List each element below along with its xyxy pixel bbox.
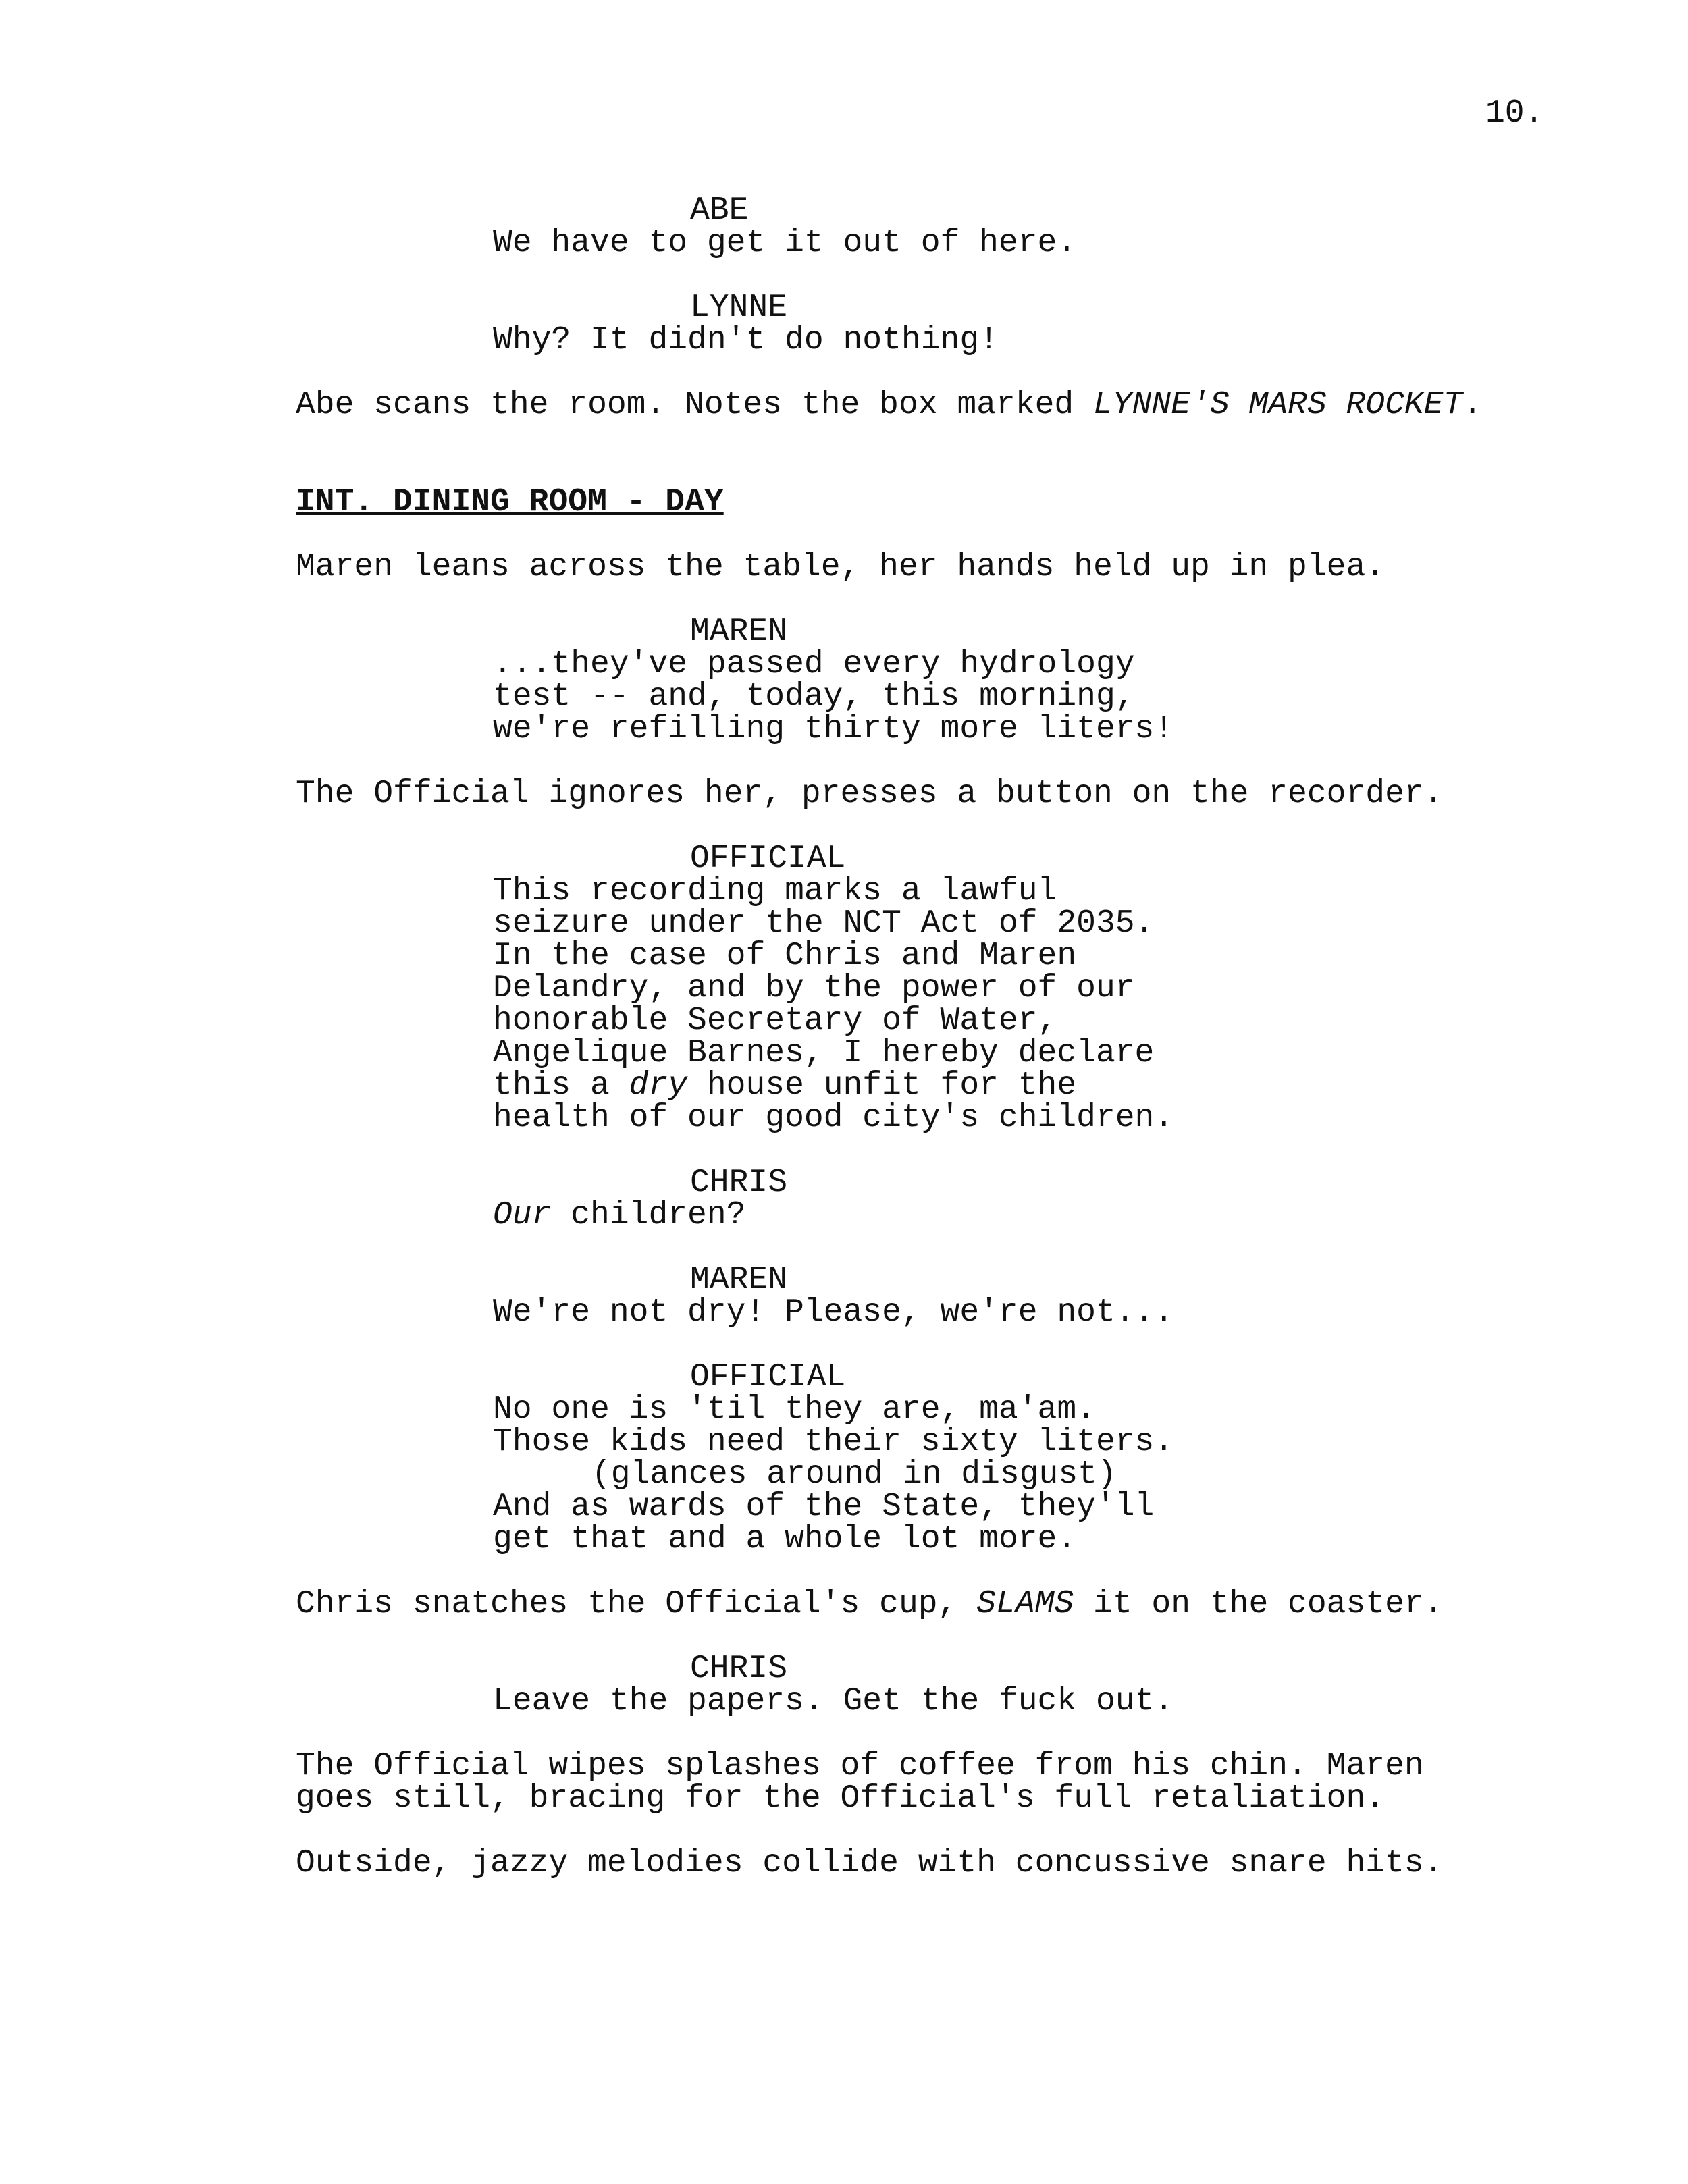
character-cue: ABE (690, 192, 749, 229)
dialogue-line: This recording marks a lawful (493, 873, 1057, 909)
dialogue-line: No one is 'til they are, ma'am. (493, 1391, 1096, 1428)
dialogue-line: test -- and, today, this morning, (493, 678, 1135, 715)
dialogue-line: honorable Secretary of Water, (493, 1003, 1057, 1039)
dialogue-line: get that and a whole lot more. (493, 1521, 1077, 1557)
character-cue: OFFICIAL (690, 841, 846, 877)
dialogue-line (493, 1069, 1076, 1102)
dialogue-line: We're not dry! Please, we're not... (493, 1294, 1174, 1331)
dialogue-line: And as wards of the State, they'll (493, 1489, 1155, 1525)
action-line: Outside, jazzy melodies collide with concussive snare hits. (296, 1845, 1444, 1882)
dialogue-line: Leave the papers. Get the fuck out. (493, 1683, 1174, 1720)
text-run: it on the coaster. (1074, 1586, 1444, 1622)
italic-text: dry (629, 1067, 688, 1104)
action-line: The Official wipes splashes of coffee from his chin. Maren (296, 1748, 1424, 1784)
action-line (296, 389, 1482, 421)
dialogue-line (493, 1199, 745, 1231)
dialogue-line: We have to get it out of here. (493, 225, 1077, 261)
action-line (296, 1588, 1444, 1620)
text-run: . (1462, 387, 1483, 423)
dialogue-line: In the case of Chris and Maren (493, 938, 1077, 974)
dialogue-line: Angelique Barnes, I hereby declare (493, 1035, 1155, 1071)
character-cue: CHRIS (690, 1651, 788, 1687)
action-line: The Official ignores her, presses a button on the recorder. (296, 776, 1444, 812)
italic-text: SLAMS (976, 1586, 1074, 1622)
dialogue-line: health of our good city's children. (493, 1100, 1174, 1136)
italic-text: LYNNE'S MARS ROCKET (1093, 387, 1463, 423)
character-cue: LYNNE (690, 290, 788, 326)
dialogue-line: we're refilling thirty more liters! (493, 711, 1174, 747)
text-run: house unfit for the (687, 1067, 1077, 1104)
text-run: Chris snatches the Official's cup, (296, 1586, 977, 1622)
dialogue-line: ...they've passed every hydrology (493, 646, 1135, 683)
character-cue: CHRIS (690, 1165, 788, 1201)
action-line: Maren leans across the table, her hands held up in plea. (296, 549, 1386, 585)
text-run: Abe scans the room. Notes the box marked (296, 387, 1093, 423)
dialogue-line: Why? It didn't do nothing! (493, 322, 999, 358)
page-number: 10. (1485, 95, 1544, 132)
italic-text: Our (493, 1197, 552, 1233)
character-cue: OFFICIAL (690, 1359, 846, 1395)
dialogue-line: seizure under the NCT Act of 2035. (493, 905, 1155, 942)
action-line: goes still, bracing for the Official's full retaliation. (296, 1780, 1386, 1817)
character-cue: MAREN (690, 614, 788, 650)
dialogue-line: Delandry, and by the power of our (493, 970, 1135, 1007)
text-run: children? (551, 1197, 746, 1233)
dialogue-line: Those kids need their sixty liters. (493, 1424, 1174, 1460)
text-run: this a (493, 1067, 629, 1104)
scene-heading: INT. DINING ROOM - DAY (296, 484, 724, 521)
character-cue: MAREN (690, 1262, 788, 1298)
parenthetical: (glances around in disgust) (591, 1456, 1117, 1493)
